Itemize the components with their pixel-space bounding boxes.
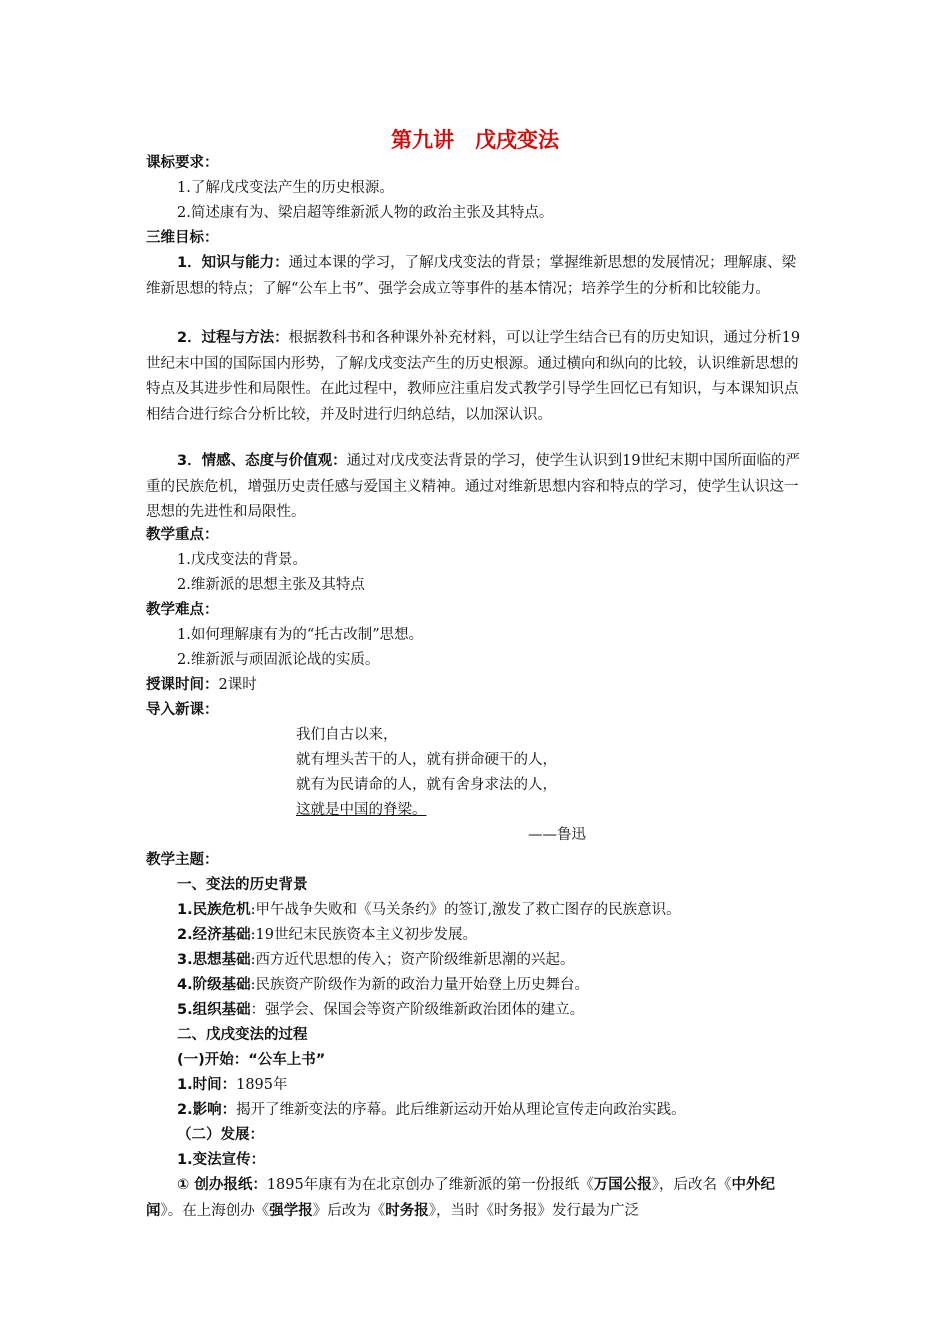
sanwei-paragraph-1 xyxy=(146,251,806,302)
bg-item-1-label: 1.民族危机 xyxy=(177,902,251,918)
sanwei-text-2: 根据教科书和各种课外补充材料，可以让学生结合已有的历史知识，通过分析19世纪末中国的国际国内形势，了解戊戌变法产生的历史根源。通过横向和纵向的比较，认识维新思想的特点及其进步性和局限性。在此过程中，教师应注重启发式教学引导学生回忆已有知识，与本课知识点相结合进行综合分析比较，并及时进行归纳总结，以加深认识。 xyxy=(146,330,801,424)
kebiao-heading: 课标要求： xyxy=(146,155,219,171)
newspaper-name-1: 万国公报 xyxy=(593,1177,652,1193)
kebiao-item-2: 2.简述康有为、梁启超等维新派人物的政治主张及其特点。 xyxy=(177,205,554,221)
sanwei-paragraph-3 xyxy=(146,449,806,526)
poem-author: ——鲁迅 xyxy=(528,827,586,843)
newspaper-text-3: 》。在上海创办《 xyxy=(160,1202,270,1219)
section-1-heading: 一、变法的历史背景 xyxy=(177,877,308,893)
bg-item-4 xyxy=(177,975,589,995)
time-label: 1.时间： xyxy=(177,1077,237,1093)
zhuti-heading: 教学主题： xyxy=(146,852,219,868)
newspaper-text-1: 1895年康有为在北京创办了维新派的第一份报纸《 xyxy=(266,1177,594,1193)
bg-item-5-text: ：强学会、保国会等资产阶级维新政治团体的建立。 xyxy=(250,1002,585,1018)
bg-item-4-label: 4.阶级基础 xyxy=(177,977,251,993)
impact-line xyxy=(177,1100,686,1120)
newspaper-name-3: 强学报 xyxy=(269,1202,313,1219)
poem-line-4: 这就是中国的脊梁。 xyxy=(296,802,427,818)
bg-item-2-label: 2.经济基础 xyxy=(177,927,251,943)
impact-text: 揭开了维新变法的序幕。此后维新运动开始从理论宣传走向政治实践。 xyxy=(236,1102,686,1118)
sanwei-label-1: 1．知识与能力： xyxy=(177,255,289,271)
newspaper-name-4: 时务报 xyxy=(385,1202,429,1219)
bg-item-5 xyxy=(177,1000,584,1020)
bg-item-3 xyxy=(177,950,575,970)
zhongdian-item-2: 2.维新派的思想主张及其特点 xyxy=(177,577,365,593)
sanwei-heading: 三维目标： xyxy=(146,230,219,246)
propaganda-heading: 1.变法宣传： xyxy=(177,1152,266,1168)
impact-label: 2.影响： xyxy=(177,1102,237,1118)
nandian-heading: 教学难点： xyxy=(146,602,219,618)
newspaper-text-4: 》后改为《 xyxy=(312,1202,386,1219)
section-2-heading: 二、戊戌变法的过程 xyxy=(177,1027,308,1043)
sanwei-label-3: 3．情感、态度与价值观： xyxy=(177,453,347,469)
bg-item-3-label: 3.思想基础 xyxy=(177,952,251,968)
nandian-item-2: 2.维新派与顽固派论战的实质。 xyxy=(177,652,380,668)
newspaper-name-2: 中外纪闻 xyxy=(146,1177,775,1219)
bg-item-1-text: :甲午战争失败和《马关条约》的签订,激发了救亡图存的民族意识。 xyxy=(250,902,681,918)
sanwei-text-3: 通过对戊戌变法背景的学习，使学生认识到19世纪末期中国所面临的严重的民族危机，增强历史责任感与爱国主义精神。通过对维新思想内容和特点的学习，使学生认识这一思想的先进性和局限性。 xyxy=(146,453,801,521)
dev-heading: （二）发展： xyxy=(177,1127,264,1143)
poem-line-2: 就有埋头苦干的人，就有拼命硬干的人， xyxy=(296,752,557,768)
time-line xyxy=(177,1075,288,1095)
nandian-item-1: 1.如何理解康有为的“托古改制”思想。 xyxy=(177,627,424,643)
start-heading: (一)开始：“公车上书” xyxy=(177,1052,326,1068)
shijian-line xyxy=(146,675,257,695)
page-title: 第九讲 戊戌变法 xyxy=(391,128,559,152)
sanwei-paragraph-2 xyxy=(146,326,806,429)
zhongdian-item-1: 1.戊戌变法的背景。 xyxy=(177,552,307,568)
newspaper-label: ① 创办报纸： xyxy=(177,1177,267,1193)
poem-line-1: 我们自古以来， xyxy=(296,727,398,743)
sanwei-text-1: 通过本课的学习，了解戊戌变法的背景；掌握维新思想的发展情况；理解康、梁维新思想的特点；了解“公车上书”、强学会成立等事件的基本情况；培养学生的分析和比较能力。 xyxy=(146,255,797,297)
zhongdian-heading: 教学重点： xyxy=(146,527,219,543)
poem-line-3: 就有为民请命的人，就有舍身求法的人， xyxy=(296,777,557,793)
time-value: 1895年 xyxy=(236,1077,288,1093)
newspaper-paragraph xyxy=(146,1173,806,1224)
daoru-heading: 导入新课： xyxy=(146,702,219,718)
bg-item-3-text: :西方近代思想的传入；资产阶级维新思潮的兴起。 xyxy=(250,952,575,968)
bg-item-5-label: 5.组织基础 xyxy=(177,1002,251,1018)
shijian-value: 2课时 xyxy=(218,677,257,693)
kebiao-item-1: 1.了解戊戌变法产生的历史根源。 xyxy=(177,180,394,196)
bg-item-1 xyxy=(177,900,681,920)
sanwei-label-2: 2．过程与方法： xyxy=(177,330,289,346)
shijian-label: 授课时间： xyxy=(146,677,219,693)
newspaper-text-5: 》，当时《时务报》发行最为广泛 xyxy=(428,1202,639,1219)
bg-item-2-text: :19世纪末民族资本主义初步发展。 xyxy=(250,927,477,943)
newspaper-text-2: 》，后改名《 xyxy=(651,1177,732,1193)
bg-item-4-text: :民族资产阶级作为新的政治力量开始登上历史舞台。 xyxy=(250,977,589,993)
bg-item-2 xyxy=(177,925,477,945)
